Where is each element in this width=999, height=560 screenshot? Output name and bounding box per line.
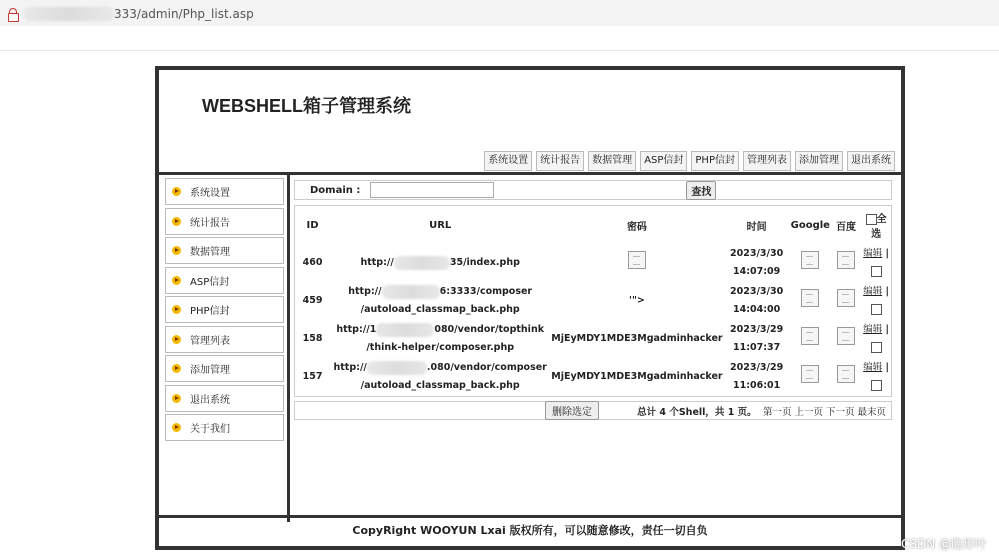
- browser-address-bar: [0, 0, 999, 26]
- sidebar-item-asp-shell[interactable]: ASP信封: [165, 267, 284, 294]
- row-url[interactable]: http:// 35/index.php: [360, 257, 520, 268]
- insecure-lock-icon: [8, 8, 18, 20]
- row-password: MjEyMDY1MDE3Mgadminhacker: [551, 371, 723, 382]
- shell-count: 总计 4 个Shell，共 1 页。: [637, 406, 757, 418]
- main-panel: [294, 180, 894, 420]
- row-id: 157: [302, 371, 323, 382]
- column-divider: [287, 175, 290, 522]
- url-text[interactable]: 333/admin/Php_list.asp: [114, 7, 254, 21]
- baidu-icon[interactable]: [837, 251, 855, 269]
- arrow-icon: [172, 364, 181, 373]
- row-checkbox[interactable]: [871, 266, 882, 277]
- topnav-statistics[interactable]: 统计报告: [536, 151, 584, 171]
- edit-link[interactable]: 编辑: [863, 324, 883, 335]
- sidebar-item-logout[interactable]: 退出系统: [165, 385, 284, 412]
- col-password: 密码: [626, 221, 647, 233]
- topnav-system-settings[interactable]: 系统设置: [484, 151, 532, 171]
- topnav-add-admin[interactable]: 添加管理: [795, 151, 843, 171]
- google-icon[interactable]: [801, 289, 819, 307]
- table-row: 157 http:// .080/vendor/composer /autoload_classmap_back.php MjEyMDY1MDE3Mgadminhacker 2023/3/29 11:06:01 编辑 |: [295, 358, 891, 396]
- search-button[interactable]: 查找: [686, 181, 716, 200]
- sidebar-item-add-admin[interactable]: 添加管理: [165, 355, 284, 382]
- col-id: ID: [306, 219, 319, 231]
- google-icon[interactable]: [801, 327, 819, 345]
- row-password: '">: [629, 295, 645, 306]
- col-url: URL: [429, 219, 452, 231]
- row-url[interactable]: http:// .080/vendor/composer /autoload_classmap_back.php: [333, 362, 547, 391]
- topnav-asp-shell[interactable]: ASP信封: [640, 151, 687, 171]
- row-id: 158: [302, 333, 323, 344]
- table-footer-bar: [294, 401, 892, 420]
- row-checkbox[interactable]: [871, 380, 882, 391]
- arrow-icon: [172, 305, 181, 314]
- row-id: 460: [302, 257, 323, 268]
- pager-links[interactable]: 第一页 上一页 下一页 最末页: [762, 406, 886, 418]
- domain-label: Domain :: [310, 184, 361, 196]
- shell-table-wrap: [294, 205, 892, 397]
- copyright: CopyRight WOOYUN Lxai 版权所有，可以随意修改，责任一切自负: [159, 515, 901, 546]
- top-nav: [484, 151, 895, 171]
- arrow-icon: [172, 187, 181, 196]
- row-password: [550, 244, 723, 282]
- sidebar: [165, 178, 284, 523]
- row-time: 2023/3/30 14:07:09: [730, 248, 784, 277]
- edit-link[interactable]: 编辑: [863, 286, 883, 297]
- topnav-logout[interactable]: 退出系统: [847, 151, 895, 171]
- redacted-host: [394, 256, 450, 270]
- sidebar-item-admin-list[interactable]: 管理列表: [165, 326, 284, 353]
- select-all-checkbox[interactable]: [866, 214, 877, 225]
- browser-divider: [0, 50, 999, 51]
- sidebar-item-data-management[interactable]: 数据管理: [165, 237, 284, 264]
- app-title: WEBSHELL箱子管理系统: [202, 96, 411, 116]
- table-row: 158 http://1 080/vendor/topthink /think-helper/composer.php MjEyMDY1MDE3Mgadminhacker 2023/3/29 11:07:37 编辑 |: [295, 320, 891, 358]
- row-url[interactable]: http://1 080/vendor/topthink /think-helper/composer.php: [336, 324, 545, 353]
- sidebar-item-php-shell[interactable]: PHP信封: [165, 296, 284, 323]
- sidebar-item-system-settings[interactable]: 系统设置: [165, 178, 284, 205]
- search-bar: [294, 180, 892, 200]
- row-checkbox[interactable]: [871, 304, 882, 315]
- redacted-host: [24, 7, 114, 21]
- admin-frame: [155, 66, 905, 550]
- sidebar-item-statistics[interactable]: 统计报告: [165, 208, 284, 235]
- redacted-host: [382, 285, 440, 299]
- redacted-host: [367, 361, 427, 375]
- sidebar-item-about[interactable]: 关于我们: [165, 414, 284, 441]
- baidu-icon[interactable]: [837, 289, 855, 307]
- watermark: CSDN @隐形叶: [900, 537, 987, 551]
- topnav-php-shell[interactable]: PHP信封: [691, 151, 739, 171]
- arrow-icon: [172, 276, 181, 285]
- pagination-summary: [637, 404, 886, 418]
- topnav-data-management[interactable]: 数据管理: [588, 151, 636, 171]
- shell-table: [295, 206, 891, 396]
- domain-input[interactable]: [370, 182, 494, 198]
- col-time: 时间: [746, 221, 767, 233]
- table-row: 460 http:// 35/index.php 2023/3/30 14:07:09 编辑 |: [295, 244, 891, 282]
- col-select-all: 全选: [861, 206, 891, 244]
- row-url[interactable]: http:// 6:3333/composer /autoload_classmap_back.php: [348, 286, 533, 315]
- edit-link[interactable]: 编辑: [863, 362, 883, 373]
- baidu-icon[interactable]: [837, 365, 855, 383]
- google-icon[interactable]: [801, 251, 819, 269]
- col-google: Google: [790, 219, 830, 231]
- edit-link[interactable]: 编辑: [863, 248, 883, 259]
- table-row: 459 http:// 6:3333/composer /autoload_classmap_back.php '"> 2023/3/30 14:04:00 编辑 |: [295, 282, 891, 320]
- arrow-icon: [172, 394, 181, 403]
- arrow-icon: [172, 335, 181, 344]
- header: [159, 70, 901, 175]
- row-checkbox[interactable]: [871, 342, 882, 353]
- row-time: 2023/3/30 14:04:00: [730, 286, 784, 315]
- document-icon: [628, 251, 646, 269]
- row-id: 459: [302, 295, 323, 306]
- arrow-icon: [172, 423, 181, 432]
- baidu-icon[interactable]: [837, 327, 855, 345]
- redacted-host: [376, 323, 434, 337]
- arrow-icon: [172, 246, 181, 255]
- delete-selected-button[interactable]: 删除选定: [545, 401, 599, 420]
- row-time: 2023/3/29 11:07:37: [730, 324, 784, 353]
- topnav-admin-list[interactable]: 管理列表: [743, 151, 791, 171]
- google-icon[interactable]: [801, 365, 819, 383]
- arrow-icon: [172, 217, 181, 226]
- row-time: 2023/3/29 11:06:01: [730, 362, 784, 391]
- row-password: MjEyMDY1MDE3Mgadminhacker: [551, 333, 723, 344]
- col-baidu: 百度: [836, 221, 857, 233]
